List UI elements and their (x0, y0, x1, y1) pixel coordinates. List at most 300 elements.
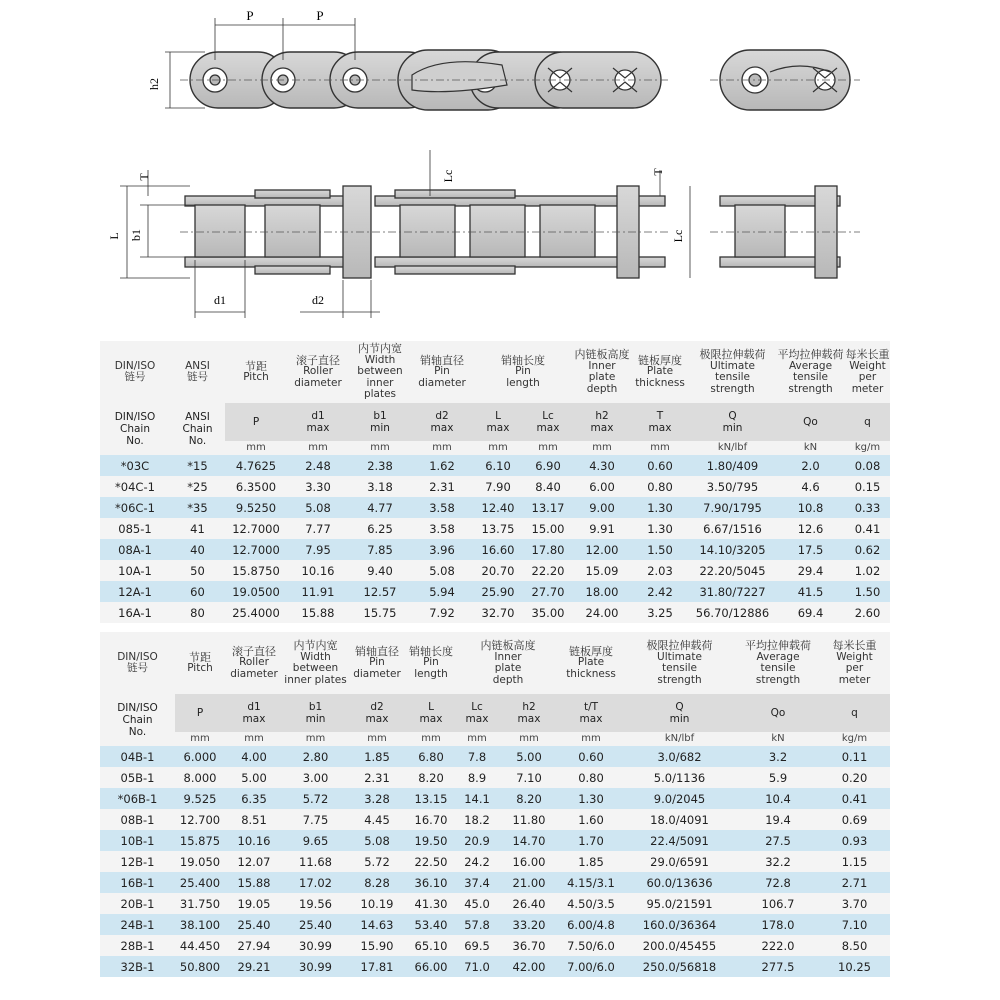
table-cell: 222.0 (737, 935, 819, 956)
table-cell: 44.450 (175, 935, 225, 956)
table-cell: 08A-1 (100, 539, 170, 560)
spec-table-a-series (100, 341, 890, 623)
table-cell: 1.02 (845, 560, 890, 581)
table-cell: 4.7625 (225, 455, 287, 476)
table-cell: 17.02 (283, 872, 348, 893)
table-cell: 2.80 (283, 746, 348, 767)
table-cell: 29.4 (776, 560, 845, 581)
table-row (100, 560, 890, 581)
table-cell: 5.08 (411, 560, 473, 581)
table-cell: 2.31 (411, 476, 473, 497)
table-cell: 9.65 (283, 830, 348, 851)
header-cn: 内节内宽 (293, 639, 338, 652)
table-cell: 0.93 (819, 830, 890, 851)
table-cell: 20B-1 (100, 893, 175, 914)
dim-label-t2: T (651, 168, 665, 176)
table-cell: 25.40 (283, 914, 348, 935)
table-cell: 250.0/56818 (622, 956, 737, 977)
spec-table-b-series (100, 632, 890, 977)
header-en: Average tensile strength (755, 650, 801, 686)
unit-cell: mm (411, 441, 473, 455)
table-symbol-row (100, 403, 890, 441)
table-cell: 2.31 (348, 767, 406, 788)
header-en: DIN/ISO 链号 (114, 359, 156, 383)
header-en: Plate thickness (566, 656, 616, 680)
table-cell: 8.9 (456, 767, 498, 788)
table-cell: 6.3500 (225, 476, 287, 497)
table-cell: 6.000 (175, 746, 225, 767)
header-en: ANSI 链号 (185, 359, 210, 383)
table-cell: 0.11 (819, 746, 890, 767)
header-cn: 销轴直径 (355, 644, 399, 658)
table-cell: 25.4000 (225, 602, 287, 623)
table-cell: 2.0 (776, 455, 845, 476)
unit-cell: kN/lbf (689, 441, 776, 455)
table-cell: 14.70 (498, 830, 560, 851)
table-cell: 6.90 (523, 455, 573, 476)
header-cell (845, 341, 890, 403)
table-header-row (100, 341, 890, 403)
header-cn: 销轴长度 (409, 644, 453, 658)
header-cn: 平均拉伸载荷 (745, 639, 811, 652)
table-cell: 12.07 (225, 851, 283, 872)
header-en: Pin length (414, 656, 448, 680)
table-cell: 0.69 (819, 809, 890, 830)
table-cell: 7.95 (287, 539, 349, 560)
table-cell: 8.20 (406, 767, 456, 788)
symbol-cell: Q min (622, 694, 737, 732)
table-cell: 6.10 (473, 455, 523, 476)
table-cell: 15.75 (349, 602, 411, 623)
table-cell: 7.50/6.0 (560, 935, 622, 956)
table-cell: 14.1 (456, 788, 498, 809)
table-cell: 8.20 (498, 788, 560, 809)
table-cell: 1.15 (819, 851, 890, 872)
table-cell: 15.09 (573, 560, 631, 581)
header-cn: 内节内宽 (358, 342, 402, 356)
table-cell: 15.90 (348, 935, 406, 956)
table-cell: 16.00 (498, 851, 560, 872)
unit-cell: mm (631, 441, 689, 455)
table-cell: 15.88 (287, 602, 349, 623)
table-cell: 36.70 (498, 935, 560, 956)
table-cell: 5.00 (225, 767, 283, 788)
table-cell: 106.7 (737, 893, 819, 914)
table-cell: 160.0/36364 (622, 914, 737, 935)
table-cell: 26.40 (498, 893, 560, 914)
table-cell: 14.63 (348, 914, 406, 935)
table-cell: 0.20 (819, 767, 890, 788)
header-cell (175, 632, 225, 694)
dim-label-lc2: Lc (671, 229, 685, 243)
header-cn: 极限拉伸载荷 (699, 348, 766, 361)
table-cell: 5.0/1136 (622, 767, 737, 788)
table-cell: 11.80 (498, 809, 560, 830)
table-cell: 45.0 (456, 893, 498, 914)
table-cell: 1.70 (560, 830, 622, 851)
header-en: Pin length (506, 365, 540, 389)
table-cell: 1.30 (560, 788, 622, 809)
table-row (100, 935, 890, 956)
table-cell: 9.525 (175, 788, 225, 809)
table-cell: 10.16 (287, 560, 349, 581)
table-cell: 7.75 (283, 809, 348, 830)
header-cell (631, 341, 689, 403)
table-cell: 66.00 (406, 956, 456, 977)
table-cell: 12.6 (776, 518, 845, 539)
symbol-cell: P (225, 403, 287, 441)
header-en: Weight per meter (849, 359, 886, 395)
table-cell: 22.50 (406, 851, 456, 872)
dim-label-b1: b1 (129, 229, 143, 241)
header-cn: 内链板高度 (480, 639, 536, 652)
symbol-cell: d1 max (287, 403, 349, 441)
table-cell: *15 (170, 455, 225, 476)
dim-label-h2: h2 (147, 78, 161, 90)
table-symbol-row (100, 694, 890, 732)
unit-cell: mm (456, 732, 498, 746)
header-cn: 每米长重 (845, 348, 890, 361)
header-en: Plate thickness (635, 365, 685, 389)
table-cell: 1.30 (631, 497, 689, 518)
table-cell: 16.70 (406, 809, 456, 830)
symbol-cell: Q min (689, 403, 776, 441)
header-cell (737, 632, 819, 694)
header-cell (456, 632, 560, 694)
table-cell: 25.90 (473, 581, 523, 602)
header-cn: 平均拉伸载荷 (777, 348, 844, 361)
header-cell (283, 632, 348, 694)
table-cell: 1.50 (845, 581, 890, 602)
table-cell: 3.58 (411, 497, 473, 518)
table-cell: 19.56 (283, 893, 348, 914)
chain-diagram (0, 0, 1000, 335)
table-cell: 15.00 (523, 518, 573, 539)
table-cell: 3.0/682 (622, 746, 737, 767)
table-cell: 3.58 (411, 518, 473, 539)
table-cell: 65.10 (406, 935, 456, 956)
table-cell: 6.80 (406, 746, 456, 767)
table-cell: 7.90 (473, 476, 523, 497)
unit-cell: mm (349, 441, 411, 455)
table-cell: 5.72 (348, 851, 406, 872)
unit-cell: mm (225, 732, 283, 746)
table-cell: 11.68 (283, 851, 348, 872)
header-en: DIN/ISO 链号 (117, 650, 158, 674)
table-row (100, 788, 890, 809)
table-cell: 0.60 (560, 746, 622, 767)
symbol-cell: L max (406, 694, 456, 732)
header-cell (573, 341, 631, 403)
table-cell: 42.00 (498, 956, 560, 977)
table-cell: 2.48 (287, 455, 349, 476)
unit-cell: mm (406, 732, 456, 746)
symbol-cell: h2 max (573, 403, 631, 441)
table-cell: 16B-1 (100, 872, 175, 893)
table-row (100, 809, 890, 830)
header-cell (776, 341, 845, 403)
table-cell: 5.00 (498, 746, 560, 767)
symbol-cell: Lc max (523, 403, 573, 441)
table-cell: 12A-1 (100, 581, 170, 602)
table-cell: 12.40 (473, 497, 523, 518)
table-cell: 37.4 (456, 872, 498, 893)
header-cell (225, 632, 283, 694)
table-row (100, 872, 890, 893)
symbol-cell: Qo (737, 694, 819, 732)
dim-label-d1: d1 (214, 293, 226, 307)
table-cell: 3.50/795 (689, 476, 776, 497)
table-cell: 3.2 (737, 746, 819, 767)
table-cell: *06B-1 (100, 788, 175, 809)
table-cell: 56.70/12886 (689, 602, 776, 623)
table-cell: 4.6 (776, 476, 845, 497)
table-cell: 19.050 (175, 851, 225, 872)
table-cell: 20.9 (456, 830, 498, 851)
dim-label-t1: T (137, 173, 151, 181)
table-cell: 178.0 (737, 914, 819, 935)
table-cell: 0.62 (845, 539, 890, 560)
table-header-row (100, 632, 890, 694)
table-cell: 18.0/4091 (622, 809, 737, 830)
symbol-cell: d2 max (348, 694, 406, 732)
table-cell: *03C (100, 455, 170, 476)
table-row (100, 497, 890, 518)
symbol-cell: Qo (776, 403, 845, 441)
table-cell: 36.10 (406, 872, 456, 893)
dim-label-lc1: Lc (441, 169, 455, 183)
header-cn: 极限拉伸载荷 (646, 639, 713, 652)
header-cn: 滚子直径 (296, 353, 340, 367)
table-cell: 22.4/5091 (622, 830, 737, 851)
symbol-cell: d2 max (411, 403, 473, 441)
table-cell: 27.94 (225, 935, 283, 956)
table-cell: 32.2 (737, 851, 819, 872)
table-cell: 1.50 (631, 539, 689, 560)
header-cn: 销轴长度 (501, 353, 545, 367)
table-cell: 27.70 (523, 581, 573, 602)
table-cell: 53.40 (406, 914, 456, 935)
table-cell: 5.08 (348, 830, 406, 851)
header-en: Pitch (187, 662, 213, 674)
unit-cell: mm (287, 441, 349, 455)
header-en: Roller diameter (294, 365, 342, 389)
table-cell: 17.81 (348, 956, 406, 977)
chain-no-label: DIN/ISO Chain No. (100, 403, 170, 455)
table-cell: 31.750 (175, 893, 225, 914)
table-cell: *35 (170, 497, 225, 518)
table-cell: 9.00 (573, 497, 631, 518)
header-en: Width between inner plates (357, 353, 403, 401)
unit-cell: mm (573, 441, 631, 455)
table-cell: 18.00 (573, 581, 631, 602)
header-cell (560, 632, 622, 694)
table-cell: 95.0/21591 (622, 893, 737, 914)
symbol-cell: q (819, 694, 890, 732)
header-cn: 链板厚度 (638, 353, 682, 367)
table-cell: 12.700 (175, 809, 225, 830)
table-cell: 50 (170, 560, 225, 581)
table-cell: 7.90/1795 (689, 497, 776, 518)
header-cn: 节距 (189, 650, 211, 664)
header-cn: 销轴直径 (420, 353, 464, 367)
unit-cell: mm (473, 441, 523, 455)
table-cell: 14.10/3205 (689, 539, 776, 560)
table-cell: 19.4 (737, 809, 819, 830)
table-cell: *04C-1 (100, 476, 170, 497)
table-cell: 5.9 (737, 767, 819, 788)
table-cell: 3.00 (283, 767, 348, 788)
table-cell: 5.08 (287, 497, 349, 518)
table-cell: 22.20 (523, 560, 573, 581)
table-cell: 7.77 (287, 518, 349, 539)
dim-label-p2: P (316, 8, 324, 23)
table-cell: 29.21 (225, 956, 283, 977)
table-row (100, 956, 890, 977)
symbol-cell: d1 max (225, 694, 283, 732)
table-unit-row (100, 732, 890, 746)
header-en: Pin diameter (353, 656, 401, 680)
header-cn: 每米长重 (832, 639, 877, 652)
table-cell: 69.4 (776, 602, 845, 623)
header-cell (819, 632, 890, 694)
header-cell (348, 632, 406, 694)
table-cell: 27.5 (737, 830, 819, 851)
table-cell: 5.72 (283, 788, 348, 809)
header-en: Roller diameter (230, 656, 278, 680)
table-cell: 9.40 (349, 560, 411, 581)
header-en: Ultimate tensile strength (710, 359, 755, 395)
table-cell: 17.80 (523, 539, 573, 560)
symbol-cell: L max (473, 403, 523, 441)
table-cell: 12.00 (573, 539, 631, 560)
table-cell: *06C-1 (100, 497, 170, 518)
table-cell: 277.5 (737, 956, 819, 977)
table-cell: 20.70 (473, 560, 523, 581)
symbol-cell: P (175, 694, 225, 732)
header-cell (287, 341, 349, 403)
table-cell: 15.88 (225, 872, 283, 893)
header-cell (170, 341, 225, 403)
table-cell: 4.50/3.5 (560, 893, 622, 914)
table-cell: 12.57 (349, 581, 411, 602)
table-cell: 0.60 (631, 455, 689, 476)
table-cell: 18.2 (456, 809, 498, 830)
header-cn: 滚子直径 (232, 644, 276, 658)
table-cell: 33.20 (498, 914, 560, 935)
table-cell: 22.20/5045 (689, 560, 776, 581)
table-cell: 24.2 (456, 851, 498, 872)
table-cell: 1.30 (631, 518, 689, 539)
table-cell: 8.51 (225, 809, 283, 830)
table-cell: 11.91 (287, 581, 349, 602)
table-cell: 3.96 (411, 539, 473, 560)
table-cell: 2.42 (631, 581, 689, 602)
unit-cell: kN/lbf (622, 732, 737, 746)
table-cell: 1.85 (560, 851, 622, 872)
table-cell: 12.7000 (225, 518, 287, 539)
table-cell: 6.25 (349, 518, 411, 539)
table-cell: 7.8 (456, 746, 498, 767)
symbol-cell: t/T max (560, 694, 622, 732)
table-cell: 3.28 (348, 788, 406, 809)
table-cell: 6.67/1516 (689, 518, 776, 539)
header-en: Pin diameter (418, 365, 466, 389)
table-cell: 13.15 (406, 788, 456, 809)
table-cell: 15.875 (175, 830, 225, 851)
header-cell (473, 341, 573, 403)
table-row (100, 455, 890, 476)
table-cell: 2.71 (819, 872, 890, 893)
header-cell (411, 341, 473, 403)
header-en: Width between inner plates (284, 650, 347, 686)
table-cell: *25 (170, 476, 225, 497)
header-cn: 节距 (245, 359, 267, 373)
table-cell: 21.00 (498, 872, 560, 893)
table-cell: 1.80/409 (689, 455, 776, 476)
table-cell: 7.10 (498, 767, 560, 788)
ansi-no-label: ANSI Chain No. (170, 403, 225, 455)
table-cell: 0.41 (819, 788, 890, 809)
unit-cell: mm (498, 732, 560, 746)
dim-label-l: L (107, 232, 121, 240)
table-cell: 0.41 (845, 518, 890, 539)
table-row (100, 602, 890, 623)
table-row (100, 539, 890, 560)
table-cell: 7.00/6.0 (560, 956, 622, 977)
table-cell: 31.80/7227 (689, 581, 776, 602)
header-en: Pitch (243, 371, 269, 383)
header-cell (100, 341, 170, 403)
table-cell: 0.15 (845, 476, 890, 497)
table-cell: 25.40 (225, 914, 283, 935)
table-cell: 32.70 (473, 602, 523, 623)
table-cell: 12.7000 (225, 539, 287, 560)
table-cell: 25.400 (175, 872, 225, 893)
table-cell: 2.03 (631, 560, 689, 581)
unit-cell: kN (737, 732, 819, 746)
table-cell: 80 (170, 602, 225, 623)
table-cell: 35.00 (523, 602, 573, 623)
unit-cell: mm (348, 732, 406, 746)
table-cell: 7.92 (411, 602, 473, 623)
table-cell: 8.40 (523, 476, 573, 497)
table-cell: 10.19 (348, 893, 406, 914)
table-row (100, 767, 890, 788)
table-cell: 4.45 (348, 809, 406, 830)
table-cell: 28B-1 (100, 935, 175, 956)
table-cell: 6.35 (225, 788, 283, 809)
table-cell: 17.5 (776, 539, 845, 560)
symbol-cell: b1 min (349, 403, 411, 441)
table-cell: 32B-1 (100, 956, 175, 977)
symbol-cell: q (845, 403, 890, 441)
table-cell: 19.50 (406, 830, 456, 851)
table-row (100, 518, 890, 539)
table-row (100, 914, 890, 935)
table-row (100, 851, 890, 872)
table-cell: 13.17 (523, 497, 573, 518)
table-cell: 12B-1 (100, 851, 175, 872)
table-cell: 69.5 (456, 935, 498, 956)
table-cell: 38.100 (175, 914, 225, 935)
table-cell: 4.00 (225, 746, 283, 767)
header-cn: 链板厚度 (569, 644, 613, 658)
table-cell: 0.08 (845, 455, 890, 476)
table-cell: 6.00/4.8 (560, 914, 622, 935)
header-en: Ultimate tensile strength (657, 650, 702, 686)
table-row (100, 893, 890, 914)
